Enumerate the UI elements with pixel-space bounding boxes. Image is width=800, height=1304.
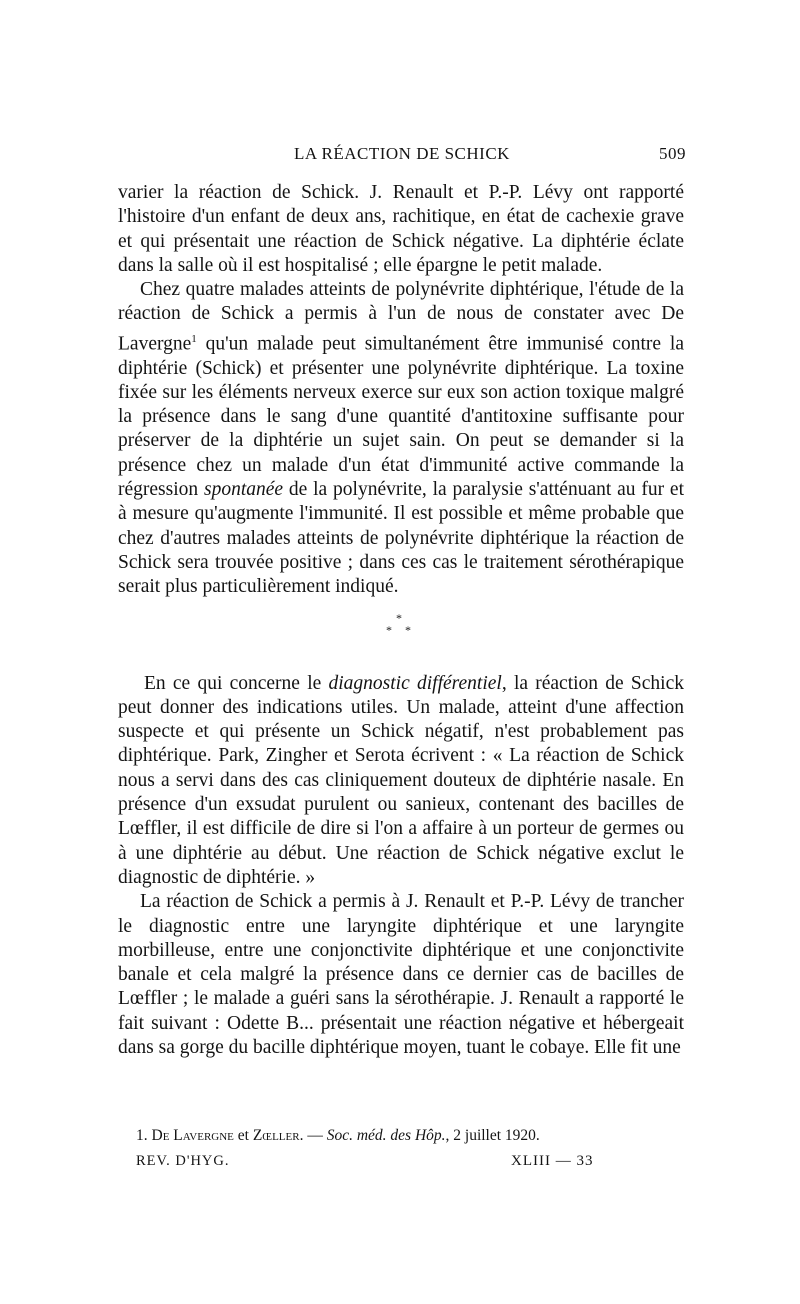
sheet-number: XLIII — 33 [511, 1153, 594, 1169]
footnote-journal: Soc. méd. des Hôp. [326, 1127, 446, 1144]
body-text [118, 181, 684, 1060]
paragraph-3-italic-diagnostic: diagnostic différentiel [328, 672, 502, 694]
paragraph-2-part-a: Chez quatre malades atteints de polynévrite diphtérique, l'étude de la réaction de Schick a permis à l'un de nous de constater avec De Lavergne [118, 279, 684, 355]
footnote [136, 1126, 540, 1146]
footnote-dash: . — [299, 1127, 327, 1144]
footnote-reference: 1 [191, 332, 197, 345]
paragraph-2-part-b: qu'un malade peut simultanément être immunisé contre la diphtérie (Schick) et présenter une polynévrite diphtérique. La toxine fixée sur les éléments nerveux exerce sur eux son action toxique malgré la présence dans le sang d'une quantité d'antitoxine suffisante pour préserver de la diphtérie un sujet sain. On peut se demander si la présence chez un malade d'un état d'immunité active commande la régression [118, 333, 684, 501]
footnote-number: 1. [136, 1127, 148, 1144]
running-title: LA RÉACTION DE SCHICK [294, 144, 510, 163]
printer-signature: REV. D'HYG. [136, 1153, 230, 1169]
paragraph-1: varier la réaction de Schick. J. Renault et P.-P. Lévy ont rapporté l'histoire d'un enfant de deux ans, rachitique, en état de cachexie grave et qui présentait une réaction de Schick négative. La diphtérie éclate dans la salle où il est hospitalisé ; elle épargne le petit malade. [118, 182, 684, 276]
paragraph-2-italic-spontanee: spontanée [203, 479, 284, 501]
paragraph-3 [118, 672, 684, 891]
asterisk: * [396, 610, 402, 625]
paragraph-2-part-c: de la polynévrite, la paralysie s'atténuant au fur et à mesure qu'augmente l'immunité. Il est possible et même probable que chez d'autres malades atteints de polynévrite diphtérique la réaction de Schick sera trouvée positive ; dans ces cas le traitement sérothérapique serait plus particulièrement indiqué. [118, 479, 684, 598]
asterisk: * [405, 622, 411, 637]
paragraph-4: La réaction de Schick a permis à J. Renault et P.-P. Lévy de trancher le diagnostic entre une laryngite diphtérique et une laryngite morbilleuse, entre une conjonctivite diphtérique et une conjonctivite banale et cela malgré la présence dans ce dernier cas de bacilles de Lœffler ; le malade a guéri sans la sérothérapie. J. Renault a rapporté le fait suivant : Odette B... présentait une réaction négative et hébergeait dans sa gorge du bacille diphtérique moyen, tuant le cobaye. Elle fit une [118, 891, 684, 1058]
paragraph-2 [118, 278, 684, 599]
footnote-author-1: De Lavergne [151, 1127, 234, 1144]
paragraph-3-part-a: En ce qui concerne le [144, 672, 329, 694]
page-number: 509 [659, 144, 686, 163]
asterisk: * [386, 622, 392, 637]
page-header [118, 144, 686, 172]
footnote-author-2: Zœller [252, 1127, 300, 1144]
footnote-date: , 2 juillet 1920. [445, 1127, 540, 1144]
section-break-asterisks [118, 608, 684, 652]
footnote-conjunction: et [233, 1127, 253, 1144]
paragraph-3-part-b: , la réaction de Schick peut donner des indications utiles. Un malade, atteint d'une affection suspecte et qui présente un Schick négatif, n'est probablement pas diphtérique. Park, Zingher et Serota écrivent : « La réaction de Schick nous a servi dans des cas cliniquement douteux de diphtérie nasale. En présence d'un exsudat purulent ou sanieux, contenant des bacilles de Lœffler, il est difficile de dire si l'on a affaire à un porteur de germes ou à une diphtérie au début. Une réaction de Schick négative exclut le diagnostic de diphtérie. » [118, 672, 684, 888]
